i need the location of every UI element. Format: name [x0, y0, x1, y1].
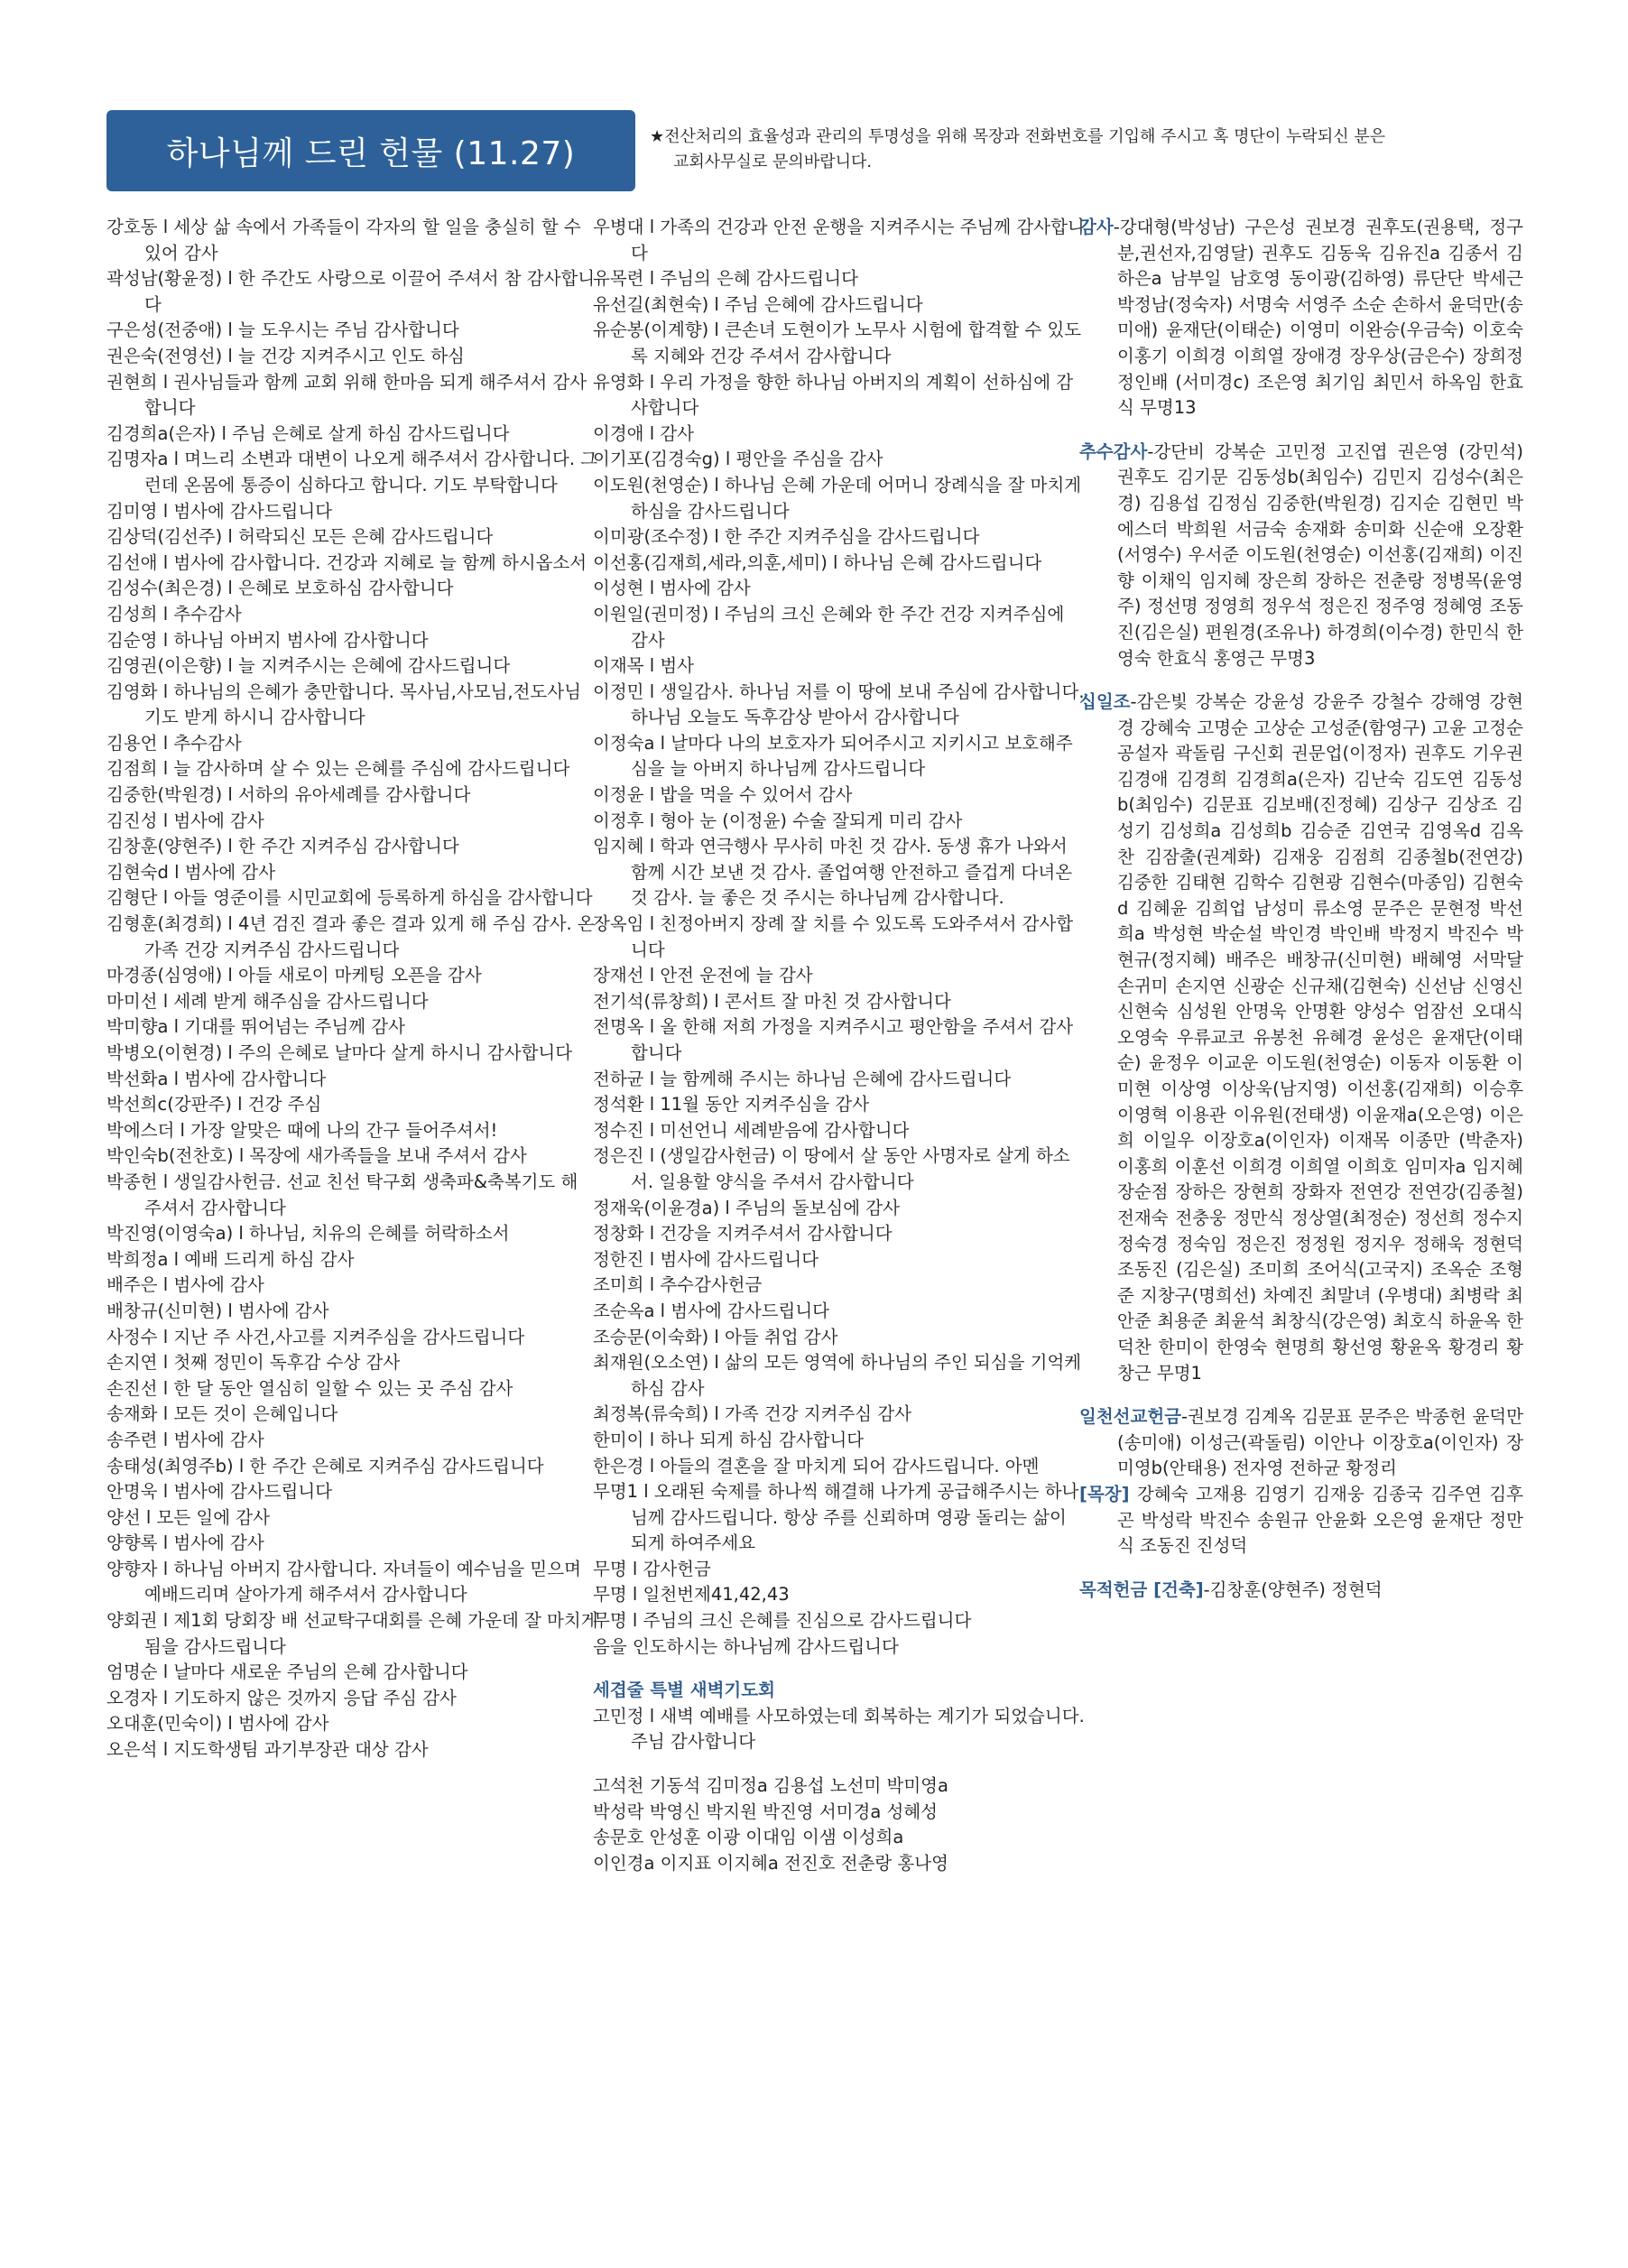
offering-entry: 무명1 l 오래된 숙제를 하나씩 해결해 나가게 공급해주시는 하나님께 감사드립니다. 항상 주를 신뢰하며 영광 돌리는 삶이 되게 하여주세요: [593, 1481, 1079, 1554]
dawn-prayer-names: [593, 1773, 1085, 1876]
offering-entry: 김현숙d l 범사에 감사: [106, 861, 276, 883]
offering-entry: 전하균 l 늘 함께해 주시는 하나님 은혜에 감사드립니다: [593, 1068, 1012, 1089]
offering-entry: 김성수(최은경) l 은혜로 보호하심 감사합니다: [106, 578, 454, 599]
offering-entry: 조순옥a l 범사에 감사드립니다: [593, 1300, 830, 1321]
page-title: 하나님께 드린 헌물 (11.27): [166, 134, 576, 172]
offering-entry: 오은석 l 지도학생팀 과기부장관 대상 감사: [106, 1739, 429, 1761]
offering-entry: 전명옥 l 올 한해 저희 가정을 지켜주시고 평안함을 주셔서 감사합니다: [593, 1016, 1074, 1063]
offering-entry: 김영화 l 하나님의 은혜가 충만합니다. 목사님,사모님,전도사님 기도 받게 하시니 감사합니다: [106, 680, 581, 728]
mokjang-heading: [목장]: [1079, 1483, 1130, 1504]
mokjang-names: 강혜숙 고재용 김영기 김재웅 김종국 김주연 김후곤 박성락 박진수 송원규 안윤화 오은영 윤재단 정만식 조동진 진성덕: [1117, 1483, 1523, 1557]
thanks-offering-list: [1079, 215, 1523, 421]
dawn-prayer-heading: 세겹줄 특별 새벽기도회: [593, 1680, 775, 1701]
offering-entry: 송태성(최영주b) l 한 주간 은혜로 지켜주심 감사드립니다: [106, 1455, 544, 1477]
offering-entry: 안명욱 l 범사에 감사드립니다: [106, 1481, 333, 1503]
offering-entry: 이정후 l 형아 눈 (이정윤) 수술 잘되게 미리 감사: [593, 810, 963, 831]
offering-entry: 양회권 l 제1회 당회장 배 선교탁구대회를 은혜 가운데 잘 마치게 됨을 감사드립니다: [106, 1610, 598, 1657]
offering-entry: 이도원(천영순) l 하나님 은혜 가운데 어머니 장례식을 잘 마치게 하심을 감사드립니다: [593, 474, 1082, 522]
offering-entry: 오경자 l 기도하지 않은 것까지 응답 주심 감사: [106, 1687, 457, 1708]
offering-entry: 박진영(이영숙a) l 하나님, 치유의 은혜를 허락하소서: [106, 1223, 510, 1245]
offering-entry: 무명 l 감사헌금: [593, 1558, 711, 1579]
offering-entry: 마경종(심영애) l 아들 새로이 마케팅 오픈을 감사: [106, 965, 482, 986]
thanks-offering-names: -강대형(박성남) 구은성 권보경 권후도(권용택, 정구분,권선자,김영달) 권후도 김동욱 김유진a 김종서 김하은a 남부일 남호영 동이광(김하영) 류단단 박세근 박정남(정숙자) 서명숙 서영주 소순 손하서 윤덕만(송미애) 윤재단(이태순) 이영미 이완승(우금숙) 이호숙 이홍기 이희경 이희열 장애경 장우상(금은수) 장희정 정인배 (서미경c) 조은영 최기임 최민서 하옥임 한효식 무명13: [1113, 217, 1523, 419]
purpose-offering-heading: 목적헌금 [건축]: [1079, 1578, 1204, 1600]
offering-entry: 김중한(박원경) l 서하의 유아세례를 감사합니다: [106, 784, 471, 806]
tithe-heading: 십일조: [1079, 691, 1131, 713]
offering-entry: 배주은 l 범사에 감사: [106, 1274, 264, 1296]
offering-entry: 정재욱(이윤경a) l 주님의 돌보심에 감사: [593, 1197, 900, 1218]
offering-entry: 조승문(이숙화) l 아들 취업 감사: [593, 1326, 838, 1347]
purpose-offering-names: -김창훈(양현주) 정현덕: [1203, 1578, 1383, 1600]
offering-entry: 김미영 l 범사에 감사드립니다: [106, 500, 333, 522]
tithe-names: -감은빛 강복순 강윤성 강윤주 강철수 강해영 강현경 강혜숙 고명순 고상순 고성준(함영구) 고윤 고정순 공설자 곽돌림 구신회 권문업(이정자) 권후도 기우권 김경애 김경희 김경희a(은자) 김난숙 김도연 김동성b(최임수) 김문표 김보배(진정혜) 김상구 김상조 김성기 김성희a 김성희b 김승준 김연국 김영옥d 김옥찬 김잠출(권계화) 김재웅 김점희 김종철b(전연강) 김중한 김태현 김학수 김현광 김현수(마종임) 김현숙d 김혜윤 김희업 남성미 류소영 문주은 문현정 박선희a 박성현 박순설 박인경 박인배 박정지 박진수 박현규(정지혜) 배주은 배창규(신미현) 배혜영 서막달 손귀미 손지연 신광순 신규채(김현숙) 신선남 신영신 신현숙 심성원 안명욱 안명환 양성수 엄잠선 오대식 오영숙 우류교코 유봉천 유혜경 윤성은 윤재단(이태순) 윤정우 이교운 이도원(천영순) 이동자 이동환 이미현 이상영 이상욱(남지영) 이선홍(김재희) 이승후 이영혁 이용관 이유원(전태생) 이윤재a(오은영) 이은희 이일우 이장호a(이인자) 이재목 이종만 (박춘자) 이홍희 이훈선 이희경 이희열 이희호 임미자a 임지혜 장순점 장하은 장현희 장화자 전연강 전연강(김종철) 전재숙 전충웅 정만식 정상열(최정순) 정선희 정수지 정숙경 정숙임 정은진 정정원 정지우 정해욱 정현덕 조동진 (김은실) 조미희 조어식(고국지) 조옥순 조형준 지창구(명희선) 차예진 최말녀 (우병대) 최병락 최안준 최용준 최윤석 최창식(강은영) 최호식 하윤옥 한덕찬 한미이 한영숙 현명희 황선영 황윤옥 황경리 황창근 무명1: [1117, 691, 1523, 1384]
notice-line-1: ★전산처리의 효율성과 관리의 투명성을 위해 목장과 전화번호를 기입해 주시고 혹 명단이 누락되신 분은: [650, 127, 1386, 146]
offering-entry: 이미광(조수정) l 한 주간 지켜주심을 감사드립니다: [593, 526, 980, 548]
offering-entry: 전기석(류창희) l 콘서트 잘 마친 것 감사합니다: [593, 990, 951, 1012]
harvest-offering-heading: 추수감사: [1079, 440, 1148, 462]
offering-entry: 양향자 l 하나님 아버지 감사합니다. 자녀들이 예수님을 믿으며 예배드리며 살아가게 해주셔서 감사합니다: [106, 1558, 581, 1606]
offering-entry: 김순영 l 하나님 아버지 범사에 감사합니다: [106, 629, 429, 651]
offering-entry: 박선희c(강판주) l 건강 주심: [106, 1094, 322, 1115]
offering-entry: 이정민 l 생일감사. 하나님 저를 이 땅에 보내 주심에 감사합니다. 하나님 오늘도 독후감상 받아서 감사합니다: [593, 680, 1085, 728]
mission-offering-names: -권보경 김계옥 김문표 문주은 박종헌 윤덕만(송미애) 이성근(곽돌림) 이안나 이장호a(이인자) 장미영b(안태용) 전자영 전하균 황정리: [1117, 1406, 1523, 1479]
offering-entry: 박종헌 l 생일감사헌금. 선교 친선 탁구회 생축파&축복기도 해 주셔서 감사합니다: [106, 1171, 578, 1218]
offering-entry: 양선 l 모든 일에 감사: [106, 1506, 270, 1528]
dawn-prayer-name-row: 고석천 기동석 김미정a 김용섭 노선미 박미영a: [593, 1775, 948, 1797]
offering-column-2: [593, 215, 1085, 1876]
offering-entry: 정석환 l 11월 동안 지켜주심을 감사: [593, 1094, 870, 1115]
offering-entry: 구은성(전중애) l 늘 도우시는 주님 감사합니다: [106, 319, 459, 341]
offering-entry: 송재화 l 모든 것이 은혜입니다: [106, 1403, 338, 1425]
offering-entry: 장재선 l 안전 운전에 늘 감사: [593, 965, 813, 986]
offering-entry: 조미희 l 추수감사헌금: [593, 1274, 763, 1296]
offering-entry: 권은숙(전영선) l 늘 건강 지켜주시고 인도 하심: [106, 345, 465, 366]
offering-entry: 유영화 l 우리 가정을 향한 하나님 아버지의 계획이 선하심에 감사합니다: [593, 371, 1074, 419]
offering-entry: 박희정a l 예배 드리게 하심 감사: [106, 1248, 355, 1270]
offering-entry: 임지혜 l 학과 연극행사 무사히 마친 것 감사. 동생 휴가 나와서 함께 시간 보낸 것 감사. 졸업여행 안전하고 즐겁게 다녀온 것 감사. 늘 좋은 것 주시는 하나님께 감사합니다.: [593, 836, 1073, 909]
dawn-prayer-name-row: 박성락 박영신 박지원 박진영 서미경a 성혜성: [593, 1801, 939, 1822]
offering-entry: 한은경 l 아들의 결혼을 잘 마치게 되어 감사드립니다. 아멘: [593, 1455, 1040, 1477]
notice-text: [650, 125, 1516, 175]
offering-entry: 정은진 l (생일감사헌금) 이 땅에서 살 동안 사명자로 살게 하소서. 일용할 양식을 주셔서 감사합니다: [593, 1145, 1070, 1192]
offering-entry: 이원일(권미정) l 주님의 크신 은혜와 한 주간 건강 지켜주심에 감사: [593, 603, 1065, 651]
offering-entry: 장옥임 l 친정아버지 장례 잘 치를 수 있도록 도와주셔서 감사합니다: [593, 913, 1074, 960]
offering-entry: 이성현 l 범사에 감사: [593, 578, 751, 599]
mokjang-offering-list: [1079, 1482, 1523, 1560]
dawn-prayer-name-row: 이인경a 이지표 이지혜a 전진호 전춘랑 홍나영: [593, 1852, 948, 1874]
mission-offering-list: [1079, 1404, 1523, 1482]
offering-entry: 최재원(오소연) l 삶의 모든 영역에 하나님의 주인 되심을 기억케 하심 감사: [593, 1352, 1082, 1399]
mission-offering-heading: 일천선교헌금: [1079, 1406, 1182, 1428]
offering-entry: 유선길(최현숙) l 주님 은혜에 감사드립니다: [593, 293, 923, 315]
offering-entry: 유순봉(이계향) l 큰손녀 도현이가 노무사 시험에 합격할 수 있도록 지혜와 건강 주셔서 감사합니다: [593, 319, 1082, 366]
offering-entry: 정한진 l 범사에 감사드립니다: [593, 1248, 819, 1270]
offering-entry: 오대훈(민숙이) l 범사에 감사: [106, 1713, 329, 1735]
offering-column-1: [106, 215, 598, 1763]
harvest-offering-names: -강단비 강복순 고민정 고진엽 권은영 (강민석) 권후도 김기문 김동성b(최임수) 김민지 김성수(최은경) 김용섭 김정심 김중한(박원경) 김지순 김현민 박에스더 박희원 서금숙 송재화 송미화 신순애 오장환(서영수) 우서준 이도원(천영순) 이선홍(김재희) 이진향 이채익 임지혜 장은희 장하은 전춘랑 정병목(윤영주) 정선명 정영희 정우석 정은진 정주영 정혜영 조동진(김은실) 편원경(조유나) 하경희(이수경) 한민식 한영숙 한효식 홍영근 무명3: [1117, 440, 1523, 669]
offering-entry: 한미이 l 하나 되게 하심 감사합니다: [593, 1429, 865, 1450]
offering-entry: 음을 인도하시는 하나님께 감사드립니다: [593, 1635, 899, 1657]
offering-entry: 김용언 l 추수감사: [106, 732, 242, 754]
offering-entry: 김점희 l 늘 감사하며 살 수 있는 은혜를 주심에 감사드립니다: [106, 758, 570, 780]
offering-entry: 이정윤 l 밥을 먹을 수 있어서 감사: [593, 784, 853, 806]
offering-entry: 곽성남(황윤정) l 한 주간도 사랑으로 이끌어 주셔서 참 감사합니다: [106, 268, 596, 315]
harvest-offering-list: [1079, 440, 1523, 671]
offering-entry: 김성희 l 추수감사: [106, 603, 242, 625]
offering-entry: 김진성 l 범사에 감사: [106, 810, 264, 831]
offering-entry: 김경희a(은자) l 주님 은혜로 살게 하심 감사드립니다: [106, 422, 510, 444]
offering-entry: 배창규(신미현) l 범사에 감사: [106, 1300, 329, 1321]
offering-entry: 사정수 l 지난 주 사건,사고를 지켜주심을 감사드립니다: [106, 1326, 525, 1347]
offering-list-2: [593, 215, 1085, 1660]
offering-entry: 이정숙a l 날마다 나의 보호자가 되어주시고 지키시고 보호해주심을 늘 아버지 하나님께 감사드립니다: [593, 732, 1073, 780]
offering-entry: 손지연 l 첫째 정민이 독후감 수상 감사: [106, 1352, 401, 1374]
offering-entry: 박미향a l 기대를 뛰어넘는 주님께 감사: [106, 1016, 405, 1038]
thanks-offering-heading: 감사: [1079, 217, 1114, 237]
offering-entry: 무명 l 일천번제41,42,43: [593, 1584, 790, 1606]
offering-entry: 이선홍(김재희,세라,의훈,세미) l 하나님 은혜 감사드립니다: [593, 551, 1042, 573]
offering-entry: 무명 l 주님의 크신 은혜를 진심으로 감사드립니다: [593, 1610, 972, 1632]
offering-entry: 유목련 l 주님의 은혜 감사드립니다: [593, 268, 858, 290]
offering-entry: 강호동 l 세상 삶 속에서 가족들이 각자의 할 일을 충실히 할 수 있어 감사: [106, 217, 581, 264]
offering-entry: 손진선 l 한 달 동안 열심히 일할 수 있는 곳 주심 감사: [106, 1377, 513, 1399]
offering-entry: 이경애 l 감사: [593, 422, 694, 444]
offering-entry: 김형훈(최경희) l 4년 검진 결과 좋은 결과 있게 해 주심 감사. 온 가족 건강 지켜주심 감사드립니다: [106, 913, 595, 960]
offering-entry: 박에스더 l 가장 알맞은 때에 나의 간구 들어주셔서!: [106, 1119, 498, 1141]
offering-entry: 마미선 l 세례 받게 해주심을 감사드립니다: [106, 990, 429, 1012]
offering-entry: 송주련 l 범사에 감사: [106, 1429, 264, 1450]
offering-entry: 김명자a l 며느리 소변과 대변이 나오게 해주셔서 감사합니다. 그런데 온몸에 통증이 심하다고 합니다. 기도 부탁합니다: [106, 449, 598, 495]
offering-entry: 박인숙b(전찬호) l 목장에 새가족들을 보내 주셔서 감사: [106, 1145, 527, 1167]
dawn-prayer-name-row: 송문호 안성훈 이광 이대임 이샘 이성희a: [593, 1827, 904, 1848]
tithe-list: [1079, 690, 1523, 1386]
offering-entry: 김창훈(양현주) l 한 주간 지켜주심 감사합니다: [106, 836, 459, 857]
offering-entry: 이재목 l 범사: [593, 655, 694, 677]
offering-entry: 우병대 l 가족의 건강과 안전 운행을 지켜주시는 주님께 감사합니다: [593, 217, 1085, 264]
offering-entry: 엄명순 l 날마다 새로운 주님의 은혜 감사합니다: [106, 1662, 468, 1683]
notice-line-2: 교회사무실로 문의바랍니다.: [673, 153, 873, 171]
dawn-prayer-entry: 고민정 l 새벽 예배를 사모하였는데 회복하는 계기가 되었습니다. 주님 감사합니다: [593, 1705, 1085, 1753]
offering-entry: 김영권(이은향) l 늘 지켜주시는 은혜에 감사드립니다: [106, 655, 511, 677]
offering-entry: 양향록 l 범사에 감사: [106, 1532, 264, 1554]
offering-entry: 정수진 l 미선언니 세례받음에 감사합니다: [593, 1119, 910, 1141]
offering-entry: 김상덕(김선주) l 허락되신 모든 은혜 감사드립니다: [106, 526, 494, 548]
page-title-banner: [106, 110, 635, 191]
offering-entry: 최정복(류숙희) l 가족 건강 지켜주심 감사: [593, 1403, 912, 1425]
offering-entry: 김형단 l 아들 영준이를 시민교회에 등록하게 하심을 감사합니다: [106, 887, 593, 909]
offering-entry: 박병오(이현경) l 주의 은혜로 날마다 살게 하시니 감사합니다: [106, 1042, 573, 1063]
offering-column-3: [1079, 215, 1523, 1603]
offering-entry: 권현희 l 권사님들과 함께 교회 위해 한마음 되게 해주셔서 감사합니다: [106, 371, 587, 419]
purpose-offering-list: [1079, 1578, 1523, 1604]
offering-entry: 김선애 l 범사에 감사합니다. 건강과 지혜로 늘 함께 하시옵소서: [106, 551, 587, 573]
offering-entry: 박선화a l 범사에 감사합니다: [106, 1068, 327, 1089]
offering-entry: 정창화 l 건강을 지켜주셔서 감사합니다: [593, 1223, 893, 1245]
offering-entry: 이기포(김경숙g) l 평안을 주심을 감사: [593, 449, 883, 470]
